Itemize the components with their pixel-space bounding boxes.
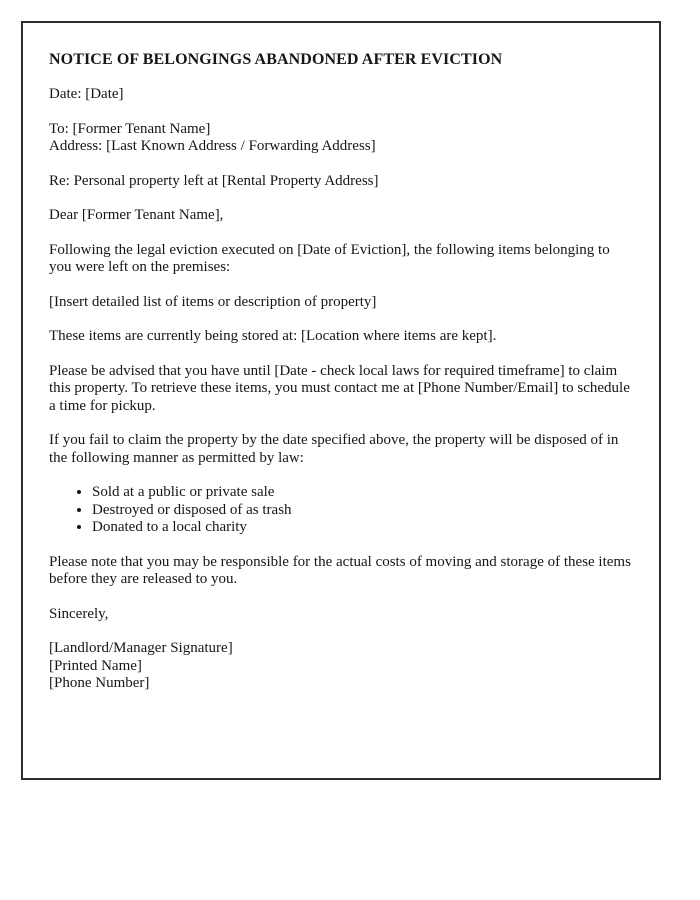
- paragraph-disposal-intro: If you fail to claim the property by the date specified above, the property will be disposed of in the following manner as permitted by law:: [49, 432, 619, 466]
- document-title: NOTICE OF BELONGINGS ABANDONED AFTER EVICTION: [49, 51, 503, 68]
- list-item-donated: • Donated to a local charity: [92, 519, 632, 537]
- paragraph-costs: Please note that you may be responsible for the actual costs of moving and storage of these items before they are released to you.: [49, 553, 631, 587]
- signature-line-phone: [Phone Number]: [49, 675, 150, 691]
- to-line: To: [Former Tenant Name]: [49, 120, 211, 137]
- recipient-block: [49, 121, 632, 156]
- list-item-destroyed: • Destroyed or disposed of as trash: [92, 502, 632, 520]
- address-line: Address: [Last Known Address / Forwarding Address]: [49, 138, 376, 154]
- signature-line-signature: [Landlord/Manager Signature]: [49, 640, 233, 656]
- signature-line-printed-name: [Printed Name]: [49, 657, 142, 674]
- document-page: [21, 21, 661, 780]
- paragraph-storage: These items are currently being stored at: [Location where items are kept].: [49, 328, 497, 344]
- list-item-sold: • Sold at a public or private sale: [92, 484, 632, 502]
- re-line: Re: Personal property left at [Rental Property Address]: [49, 172, 379, 189]
- date-line: Date: [Date]: [49, 86, 124, 102]
- salutation: Dear [Former Tenant Name],: [49, 207, 224, 223]
- paragraph-eviction: Following the legal eviction executed on [Date of Eviction], the following items belonging to you were left on the premises:: [49, 241, 610, 275]
- paragraph-claim: Please be advised that you have until [Date - check local laws for required timeframe] to claim this property. To retrieve these items, you must contact me at [Phone Number/Email] to schedule a time for pickup.: [49, 362, 630, 414]
- signature-block: [49, 640, 632, 693]
- paragraph-items-placeholder: [Insert detailed list of items or description of property]: [49, 293, 377, 310]
- disposal-options-list: [49, 484, 632, 537]
- closing: Sincerely,: [49, 605, 109, 622]
